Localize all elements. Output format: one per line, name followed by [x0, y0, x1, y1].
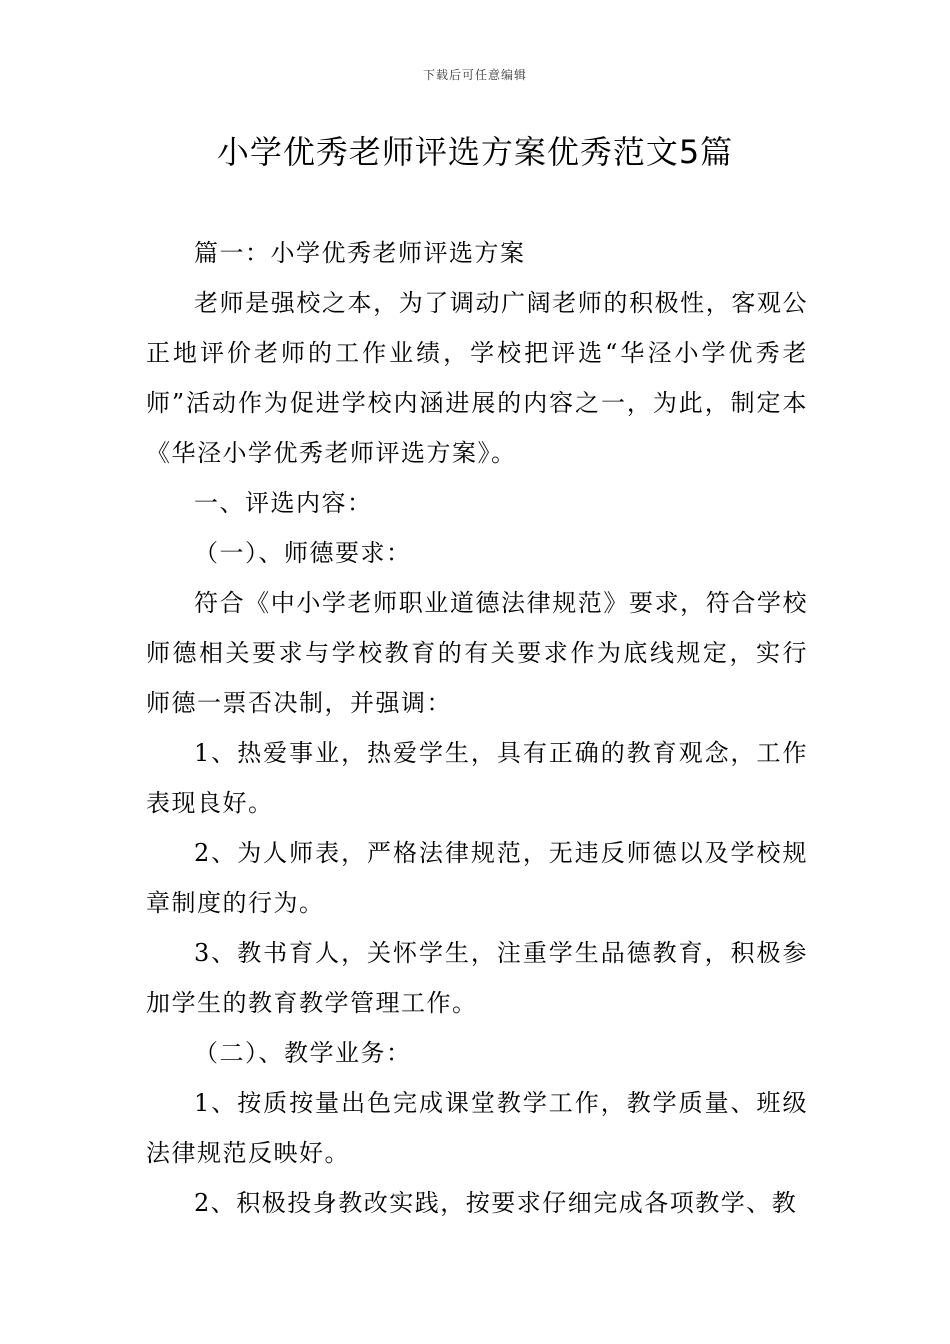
subsection-heading-ethics: （一）、师德要求： [194, 539, 412, 567]
section-heading-1: 篇一：小学优秀老师评选方案 [194, 239, 526, 267]
list-item-ethics-3: 3、教书育人，关怀学生，注重学生品德教育，积极参加学生的教育教学管理工作。 [146, 939, 808, 1017]
section-heading-evaluation-content: 一、评选内容： [194, 489, 373, 517]
document-body [146, 228, 808, 1228]
list-item-ethics-2: 2、为人师表，严格法律规范，无违反师德以及学校规章制度的行为。 [146, 839, 808, 917]
paragraph-intro: 老师是强校之本，为了调动广阔老师的积极性，客观公正地评价老师的工作业绩，学校把评选“华泾小学优秀老师”活动作为促进学校内涵进展的内容之一，为此，制定本《华泾小学优秀老师评选方案》。 [146, 289, 808, 467]
list-item-teaching-2: 2、积极投身教改实践，按要求仔细完成各项教学、教 [194, 1189, 798, 1217]
subsection-heading-teaching: （二）、教学业务： [194, 1039, 412, 1067]
header-note: 下载后可任意编辑 [422, 68, 527, 82]
paragraph-ethics-requirements: 符合《中小学老师职业道德法律规范》要求，符合学校师德相关要求与学校教育的有关要求作为底线规定，实行师德一票否决制，并强调： [146, 589, 808, 717]
list-item-ethics-1: 1、热爱事业，热爱学生，具有正确的教育观念，工作表现良好。 [146, 739, 808, 817]
list-item-teaching-1: 1、按质按量出色完成课堂教学工作，教学质量、班级法律规范反映好。 [146, 1089, 808, 1167]
document-title: 小学优秀老师评选方案优秀范文5篇 [216, 133, 734, 171]
